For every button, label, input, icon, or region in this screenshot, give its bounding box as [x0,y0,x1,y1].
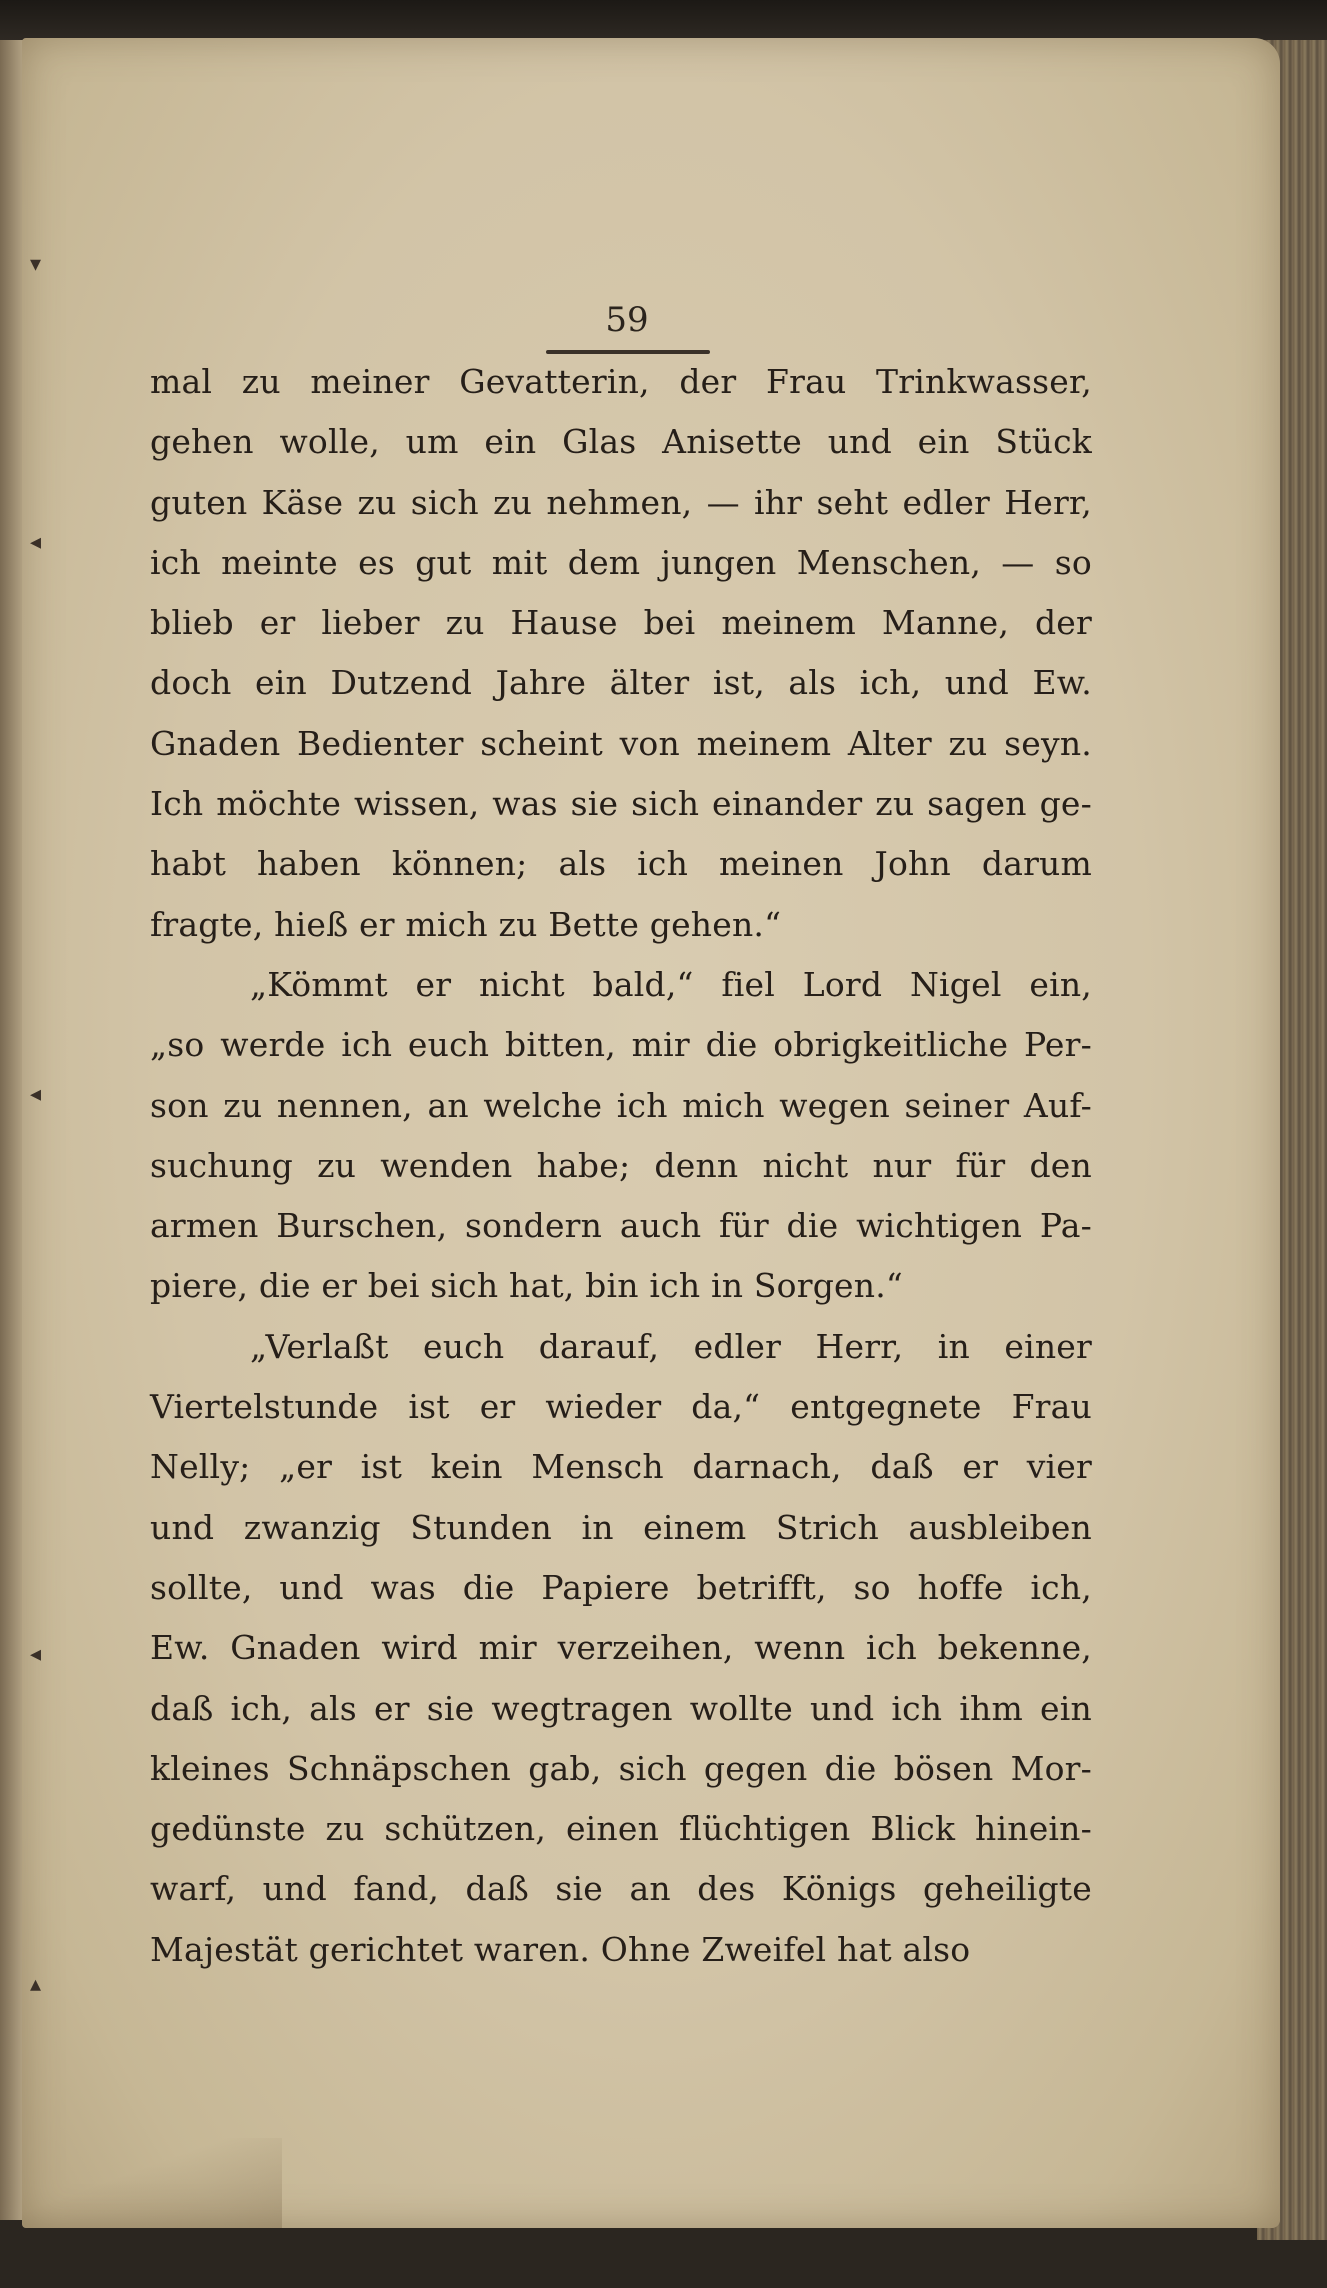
margin-mark-icon: ◂ [30,1082,42,1107]
text-line: Ew. Gnaden wird mir verzeihen, wenn ich bekenne, [150,1628,1092,1668]
text-line: „Kömmt er nicht bald,“ fiel Lord Nigel ein, [250,964,1092,1004]
text-line: ich meinte es gut mit dem jungen Menschen, — so [150,542,1092,582]
text-line: armen Burschen, sondern auch für die wichtigen Pa- [150,1206,1092,1246]
text-line: Gnaden Bedienter scheint von meinem Alter zu seyn. [150,723,1092,763]
text-line: suchung zu wenden habe; denn nicht nur für den [150,1145,1092,1185]
text-line: gedünste zu schützen, einen flüchtigen Blick hinein- [150,1809,1092,1849]
text-line: piere, die er bei sich hat, bin ich in Sorgen.“ [150,1266,903,1306]
text-line: gehen wolle, um ein Glas Anisette und ein Stück [150,422,1092,462]
page-number: 59 [605,300,649,340]
text-line: daß ich, als er sie wegtragen wollte und ich ihm ein [150,1688,1092,1728]
scan-top-edge [0,0,1327,40]
text-line: Nelly; „er ist kein Mensch darnach, daß er vier [150,1447,1092,1487]
text-line: sollte, und was die Papiere betrifft, so hoffe ich, [150,1567,1092,1607]
text-line: und zwanzig Stunden in einem Strich ausbleiben [150,1507,1092,1547]
text-line: habt haben können; als ich meinen John darum [150,844,1092,884]
text-line: blieb er lieber zu Hause bei meinem Manne, der [150,603,1092,643]
margin-mark-icon: ▴ [30,1972,42,1997]
margin-mark-icon: ◂ [30,530,42,555]
text-line: kleines Schnäpschen gab, sich gegen die bösen Mor- [150,1748,1092,1788]
text-line: mal zu meiner Gevatterin, der Frau Trinkwasser, [150,362,1092,401]
text-line: guten Käse zu sich zu nehmen, — ihr seht edler Herr, [150,482,1092,522]
text-line: Majestät gerichtet waren. Ohne Zweifel hat also [150,1929,971,1969]
text-line: „so werde ich euch bitten, mir die obrigkeitliche Per- [150,1025,1092,1065]
text-line: son zu nennen, an welche ich mich wegen seiner Auf- [150,1085,1092,1125]
body-text [150,352,1092,1980]
text-line: warf, und fand, daß sie an des Königs geheiligte [150,1869,1092,1909]
text-line: „Verlaßt euch darauf, edler Herr, in einer [250,1326,1092,1366]
text-line: Viertelstunde ist er wieder da,“ entgegnete Frau [150,1387,1092,1427]
text-line: doch ein Dutzend Jahre älter ist, als ich, und Ew. [150,663,1092,703]
text-line: Ich möchte wissen, was sie sich einander zu sagen ge- [150,784,1092,824]
margin-mark-icon: ◂ [30,1642,42,1667]
margin-mark-icon: ▾ [30,252,42,277]
text-line: fragte, hieß er mich zu Bette gehen.“ [150,904,782,944]
